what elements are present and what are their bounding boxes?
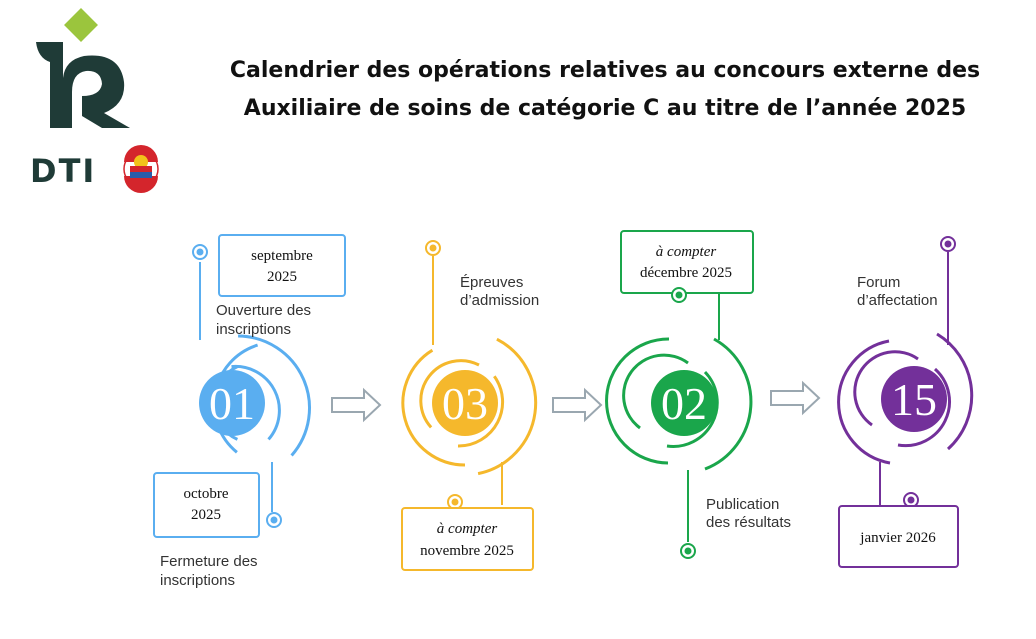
logo-r-mark-icon — [36, 42, 130, 128]
logo-text: DTI — [30, 152, 97, 190]
step-3-date-line-1: à compter — [655, 244, 717, 260]
step-3-label-line-2: des résultats — [706, 514, 792, 531]
step-1-close-date-line-1: octobre — [183, 486, 229, 502]
page-title-line-1: Calendrier des opérations relatives au concours externe des — [229, 58, 981, 83]
step-3-label-line-1: Publication — [706, 496, 780, 513]
step-2-date-box — [402, 508, 533, 570]
step-2-label-line-1: Épreuves — [460, 274, 524, 291]
step-3-date-box — [621, 231, 753, 293]
arrow-right-icon — [771, 383, 819, 413]
step-3 — [607, 231, 792, 558]
step-2 — [402, 241, 539, 570]
step-2-date-line-2: novembre 2025 — [420, 543, 514, 559]
step-1-date-box — [219, 235, 345, 296]
step-3-date-line-2: décembre 2025 — [639, 265, 733, 281]
step-1-close-date-box — [154, 473, 259, 537]
step-4-label-line-2: d’affectation — [857, 292, 938, 309]
step-3-number: 02 — [661, 378, 707, 429]
step-1-number: 01 — [209, 378, 255, 429]
step-4 — [839, 237, 972, 567]
step-1-close-label-line-2: inscriptions — [160, 572, 236, 589]
step-1-label-line-2: inscriptions — [216, 321, 292, 338]
step-2-date-line-1: à compter — [436, 521, 498, 537]
step-4-date-line-1: janvier 2026 — [860, 530, 936, 546]
step-2-number: 03 — [442, 378, 488, 429]
step-1-date-line-1: septembre — [251, 248, 313, 264]
step-1 — [154, 235, 345, 589]
step-4-label-line-1: Forum — [857, 274, 901, 291]
dti-logo — [30, 8, 158, 193]
step-2-label-line-2: d’admission — [460, 292, 540, 309]
polynesia-flag-icon — [124, 145, 158, 193]
step-1-date-line-2: 2025 — [267, 269, 297, 285]
step-1-close-label-line-1: Fermeture des — [160, 553, 258, 570]
arrow-right-icon — [553, 390, 601, 420]
arrow-right-icon — [332, 390, 380, 420]
page-title-line-2: Auxiliaire de soins de catégorie C au titre de l’année 2025 — [243, 96, 967, 121]
step-4-number: 15 — [891, 374, 937, 425]
step-1-close-date-line-2: 2025 — [191, 507, 221, 523]
step-1-label-line-1: Ouverture des — [216, 302, 312, 319]
logo-diamond-icon — [64, 8, 98, 42]
